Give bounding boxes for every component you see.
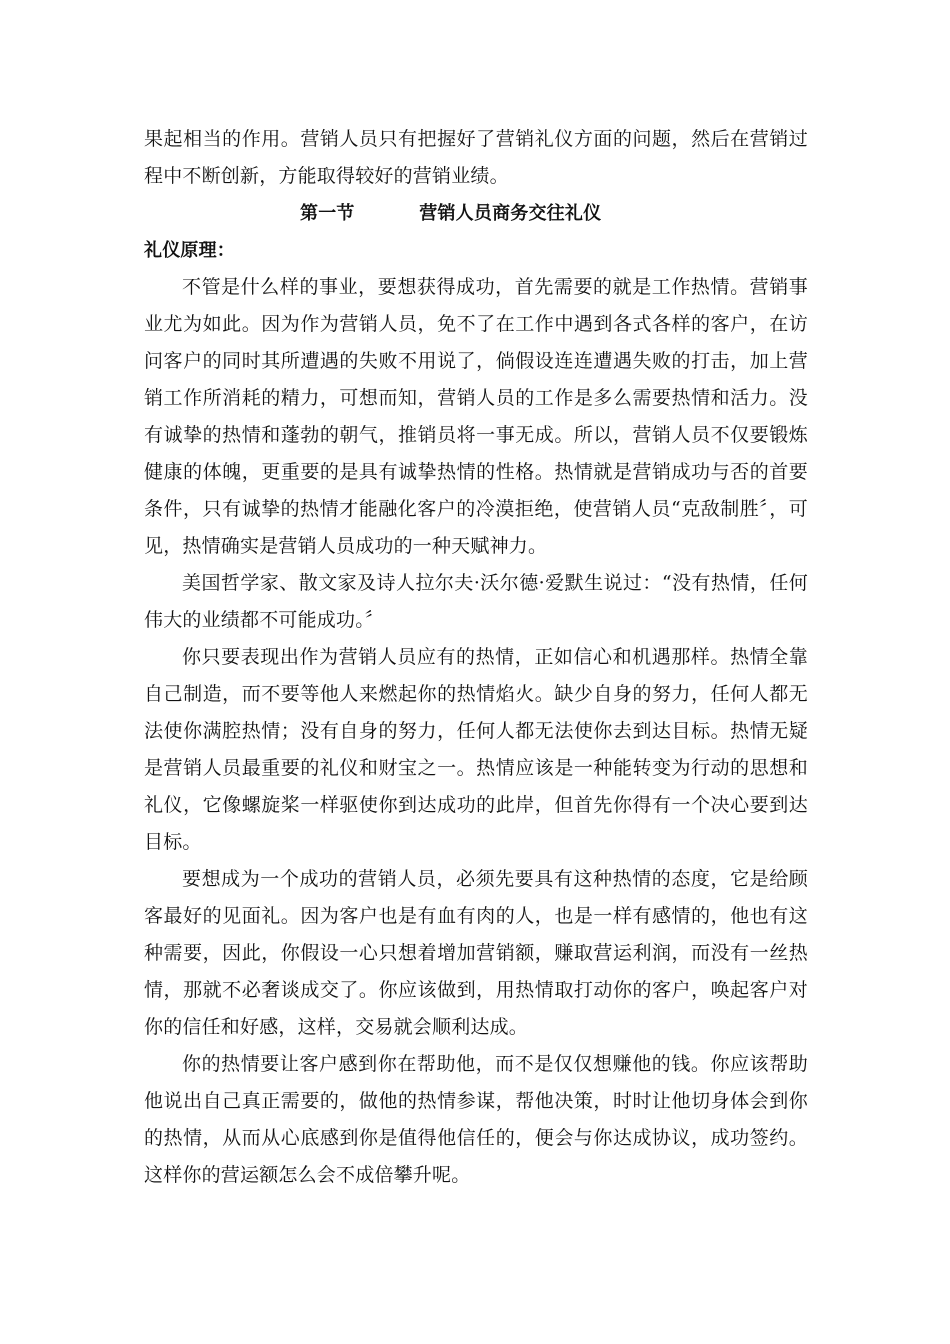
- paragraph-2: 美国哲学家、散文家及诗人拉尔夫·沃尔德·爱默生说过：“没有热情，任何伟大的业绩都不可能成功。〞: [144, 572, 808, 631]
- document-body: [144, 121, 808, 1194]
- paragraph-continuation: 果起相当的作用。营销人员只有把握好了营销礼仪方面的问题，然后在营销过程中不断创新，方能取得较好的营销业绩。: [144, 128, 808, 187]
- paragraph-5: 你的热情要让客户感到你在帮助他，而不是仅仅想赚他的钱。你应该帮助他说出自己真正需要的，做他的热情参谋，帮他决策，时时让他切身体会到你的热情，从而从心底感到你是值得他信任的，便会与你达成协议，成功签约。这样你的营运额怎么会不成倍攀升呢。: [144, 1053, 808, 1186]
- paragraph-3: 你只要表现出作为营销人员应有的热情，正如信心和机遇那样。热情全靠自己制造，而不要等他人来燃起你的热情焰火。缺少自身的努力，任何人都无法使你满腔热情；没有自身的努力，任何人都无法使你去到达目标。热情无疑是营销人员最重要的礼仪和财宝之一。热情应该是一种能转变为行动的思想和礼仪，它像螺旋桨一样驱使你到达成功的此岸，但首先你得有一个决心要到达目标。: [144, 646, 808, 853]
- paragraph-4: 要想成为一个成功的营销人员，必须先要具有这种热情的态度，它是给顾客最好的见面礼。因为客户也是有血有肉的人，也是一样有感情的，他也有这种需要，因此，你假设一心只想着增加营销额，赚取营运利润，而没有一丝热情，那就不必奢谈成交了。你应该做到，用热情取打动你的客户，唤起客户对你的信任和好感，这样，交易就会顺利达成。: [144, 868, 808, 1038]
- subheading: 礼仪原理：: [144, 240, 235, 261]
- paragraph-1: 不管是什么样的事业，要想获得成功，首先需要的就是工作热情。营销事业尤为如此。因为作为营销人员，免不了在工作中遇到各式各样的客户，在访问客户的同时其所遭遇的失败不用说了，倘假设连连遭遇失败的打击，加上营销工作所消耗的精力，可想而知，营销人员的工作是多么需要热情和活力。没有诚挚的热情和蓬勃的朝气，推销员将一事无成。所以，营销人员不仅要锻炼健康的体魄，更重要的是具有诚挚热情的性格。热情就是营销成功与否的首要条件，只有诚挚的热情才能融化客户的冷漠拒绝，使营销人员“克敌制胜〞，可见，热情确实是营销人员成功的一种天赋神力。: [144, 276, 808, 557]
- section-number: 第一节: [300, 203, 355, 224]
- section-title-line: [144, 195, 808, 232]
- section-title: 营销人员商务交往礼仪: [419, 203, 602, 224]
